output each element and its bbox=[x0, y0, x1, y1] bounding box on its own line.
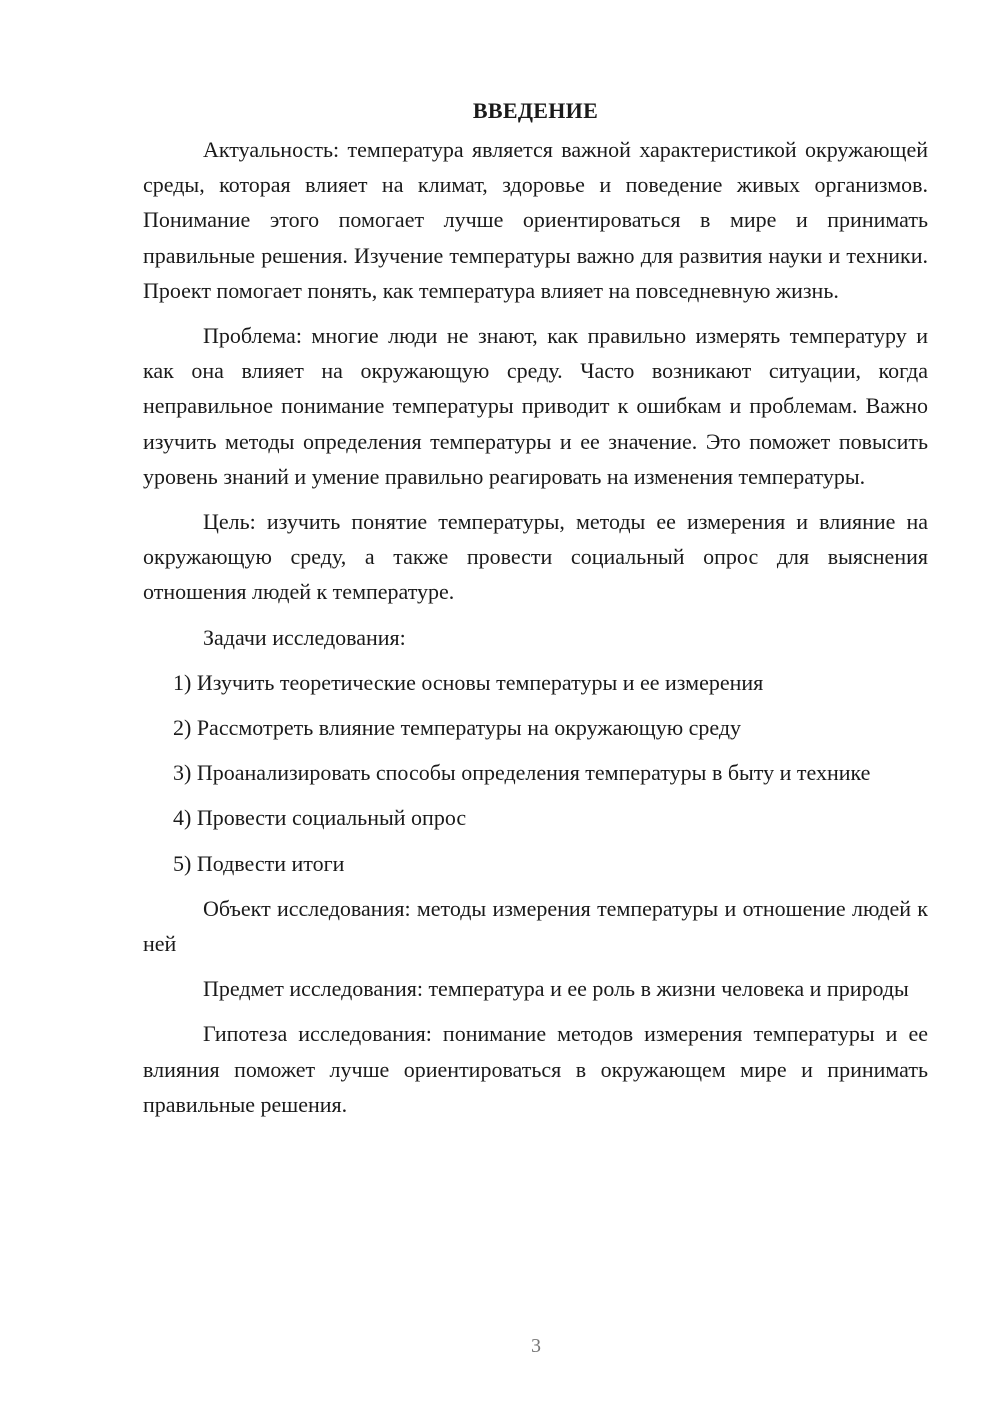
document-page bbox=[143, 96, 928, 1132]
object-paragraph: Объект исследования: методы измерения температуры и отношение людей к ней bbox=[143, 895, 928, 957]
tasks-list bbox=[143, 665, 928, 881]
list-item: 1) Изучить теоретические основы температуры и ее измерения bbox=[173, 669, 764, 695]
relevance-paragraph: Актуальность: температура является важной характеристикой окружающей среды, которая влияет на климат, здоровье и поведение живых организмов. Понимание этого помогает лучше ориентироваться в мире и принимать правильные решения. Изучение температуры важно для развития науки и техники. Проект помогает понять, как температура влияет на повседневную жизнь. bbox=[143, 137, 928, 303]
page-number: 3 bbox=[531, 1335, 541, 1357]
tasks-heading: Задачи исследования: bbox=[203, 624, 406, 650]
section-title: ВВЕДЕНИЕ bbox=[472, 98, 599, 123]
list-item: 5) Подвести итоги bbox=[173, 850, 345, 876]
goal-paragraph: Цель: изучить понятие температуры, методы ее измерения и влияние на окружающую среду, а также провести социальный опрос для выяснения отношения людей к температуре. bbox=[143, 509, 928, 605]
problem-paragraph: Проблема: многие люди не знают, как правильно измерять температуру и как она влияет на окружающую среду. Часто возникают ситуации, когда неправильное понимание температуры приводит к ошибкам и проблемам. Важно изучить методы определения температуры и ее значение. Это поможет повысить уровень знаний и умение правильно реагировать на изменения температуры. bbox=[143, 323, 928, 489]
list-item: 2) Рассмотреть влияние температуры на окружающую среду bbox=[173, 715, 742, 741]
subject-paragraph: Предмет исследования: температура и ее роль в жизни человека и природы bbox=[203, 976, 909, 1002]
hypothesis-paragraph: Гипотеза исследования: понимание методов измерения температуры и ее влияния поможет лучше ориентироваться в окружающем мире и принимать правильные решения. bbox=[143, 1021, 928, 1117]
list-item: 3) Проанализировать способы определения температуры в быту и технике bbox=[173, 760, 871, 786]
list-item: 4) Провести социальный опрос bbox=[173, 805, 467, 831]
